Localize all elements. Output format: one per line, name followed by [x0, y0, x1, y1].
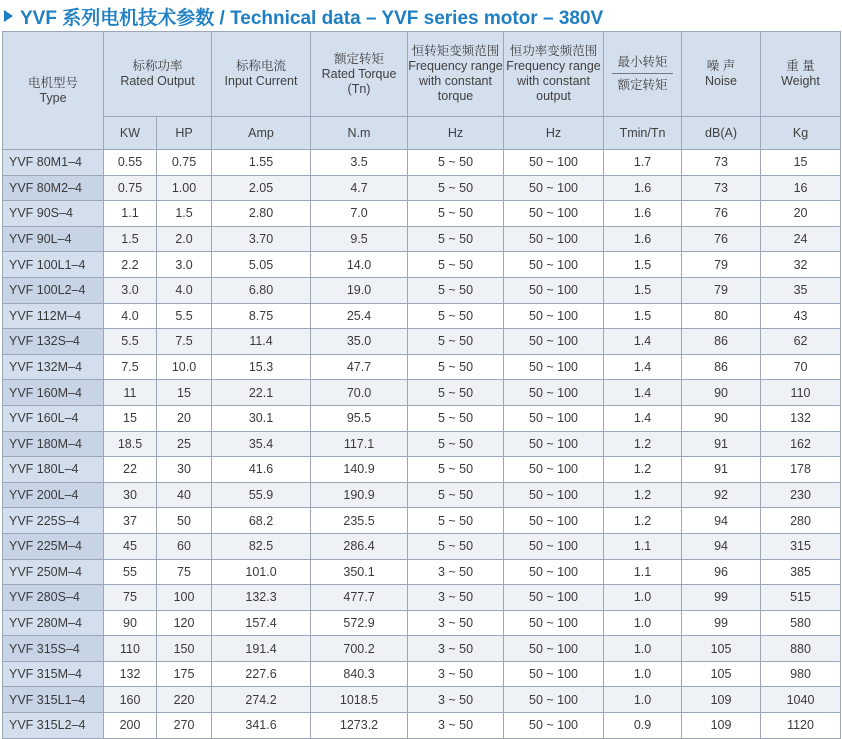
- cell-noise: 90: [682, 380, 761, 406]
- cell-type: YVF 315L1–4: [3, 687, 104, 713]
- cell-weight: 110: [761, 380, 841, 406]
- cell-current: 3.70: [212, 226, 311, 252]
- cell-torque: 9.5: [311, 226, 408, 252]
- cell-ratio: 1.0: [604, 687, 682, 713]
- cell-torque: 840.3: [311, 661, 408, 687]
- table-row: [3, 431, 841, 457]
- unit-db: dB(A): [682, 117, 761, 150]
- cell-ratio: 0.9: [604, 713, 682, 739]
- header-freq-constant-torque: 恒转矩变频范围 Frequency range with constant torque: [408, 32, 504, 117]
- cell-freq-torque: 5 ~ 50: [408, 431, 504, 457]
- cell-weight: 162: [761, 431, 841, 457]
- cell-kw: 132: [104, 661, 157, 687]
- cell-hp: 25: [157, 431, 212, 457]
- page-title-text: YVF 系列电机技术参数 / Technical data – YVF series motor – 380V: [20, 7, 604, 29]
- cell-ratio: 1.6: [604, 201, 682, 227]
- header-weight: 重 量 Weight: [761, 32, 841, 117]
- cell-current: 341.6: [212, 713, 311, 739]
- cell-freq-torque: 3 ~ 50: [408, 661, 504, 687]
- table-row: [3, 329, 841, 355]
- cell-hp: 15: [157, 380, 212, 406]
- table-row: [3, 636, 841, 662]
- unit-hz-output: Hz: [504, 117, 604, 150]
- cell-weight: 880: [761, 636, 841, 662]
- cell-current: 22.1: [212, 380, 311, 406]
- cell-hp: 7.5: [157, 329, 212, 355]
- cell-kw: 18.5: [104, 431, 157, 457]
- cell-ratio: 1.4: [604, 354, 682, 380]
- cell-freq-output: 50 ~ 100: [504, 226, 604, 252]
- unit-kw: KW: [104, 117, 157, 150]
- cell-torque: 95.5: [311, 405, 408, 431]
- cell-type: YVF 80M1–4: [3, 150, 104, 176]
- cell-noise: 79: [682, 252, 761, 278]
- cell-weight: 24: [761, 226, 841, 252]
- units-row: [3, 117, 841, 150]
- cell-noise: 86: [682, 354, 761, 380]
- cell-ratio: 1.1: [604, 533, 682, 559]
- cell-torque: 117.1: [311, 431, 408, 457]
- cell-ratio: 1.0: [604, 636, 682, 662]
- cell-type: YVF 315L2–4: [3, 713, 104, 739]
- cell-hp: 100: [157, 585, 212, 611]
- cell-weight: 16: [761, 175, 841, 201]
- cell-type: YVF 315S–4: [3, 636, 104, 662]
- cell-torque: 4.7: [311, 175, 408, 201]
- cell-noise: 105: [682, 636, 761, 662]
- cell-type: YVF 112M–4: [3, 303, 104, 329]
- cell-torque: 14.0: [311, 252, 408, 278]
- cell-hp: 4.0: [157, 277, 212, 303]
- table-row: [3, 201, 841, 227]
- cell-ratio: 1.5: [604, 277, 682, 303]
- cell-freq-torque: 5 ~ 50: [408, 380, 504, 406]
- cell-freq-output: 50 ~ 100: [504, 277, 604, 303]
- cell-current: 132.3: [212, 585, 311, 611]
- cell-freq-output: 50 ~ 100: [504, 150, 604, 176]
- cell-current: 101.0: [212, 559, 311, 585]
- cell-hp: 10.0: [157, 354, 212, 380]
- cell-current: 8.75: [212, 303, 311, 329]
- table-row: [3, 303, 841, 329]
- cell-freq-torque: 5 ~ 50: [408, 252, 504, 278]
- cell-freq-torque: 5 ~ 50: [408, 508, 504, 534]
- table-body: [3, 150, 841, 739]
- cell-torque: 350.1: [311, 559, 408, 585]
- cell-freq-output: 50 ~ 100: [504, 431, 604, 457]
- cell-type: YVF 160M–4: [3, 380, 104, 406]
- header-type: 电机型号 Type: [3, 32, 104, 150]
- table-row: [3, 226, 841, 252]
- cell-ratio: 1.0: [604, 661, 682, 687]
- header-input-current: 标称电流 Input Current: [212, 32, 311, 117]
- cell-freq-output: 50 ~ 100: [504, 354, 604, 380]
- cell-freq-torque: 5 ~ 50: [408, 482, 504, 508]
- cell-torque: 1273.2: [311, 713, 408, 739]
- cell-hp: 0.75: [157, 150, 212, 176]
- cell-type: YVF 225S–4: [3, 508, 104, 534]
- cell-weight: 580: [761, 610, 841, 636]
- cell-weight: 43: [761, 303, 841, 329]
- cell-torque: 286.4: [311, 533, 408, 559]
- cell-freq-output: 50 ~ 100: [504, 380, 604, 406]
- cell-kw: 200: [104, 713, 157, 739]
- cell-torque: 19.0: [311, 277, 408, 303]
- cell-weight: 178: [761, 457, 841, 483]
- triangle-bullet-icon: [4, 10, 13, 22]
- cell-freq-output: 50 ~ 100: [504, 687, 604, 713]
- cell-current: 227.6: [212, 661, 311, 687]
- cell-hp: 2.0: [157, 226, 212, 252]
- table-row: [3, 533, 841, 559]
- cell-hp: 50: [157, 508, 212, 534]
- cell-hp: 75: [157, 559, 212, 585]
- cell-freq-output: 50 ~ 100: [504, 457, 604, 483]
- table-row: [3, 457, 841, 483]
- cell-type: YVF 132M–4: [3, 354, 104, 380]
- cell-freq-output: 50 ~ 100: [504, 252, 604, 278]
- table-row: [3, 175, 841, 201]
- cell-ratio: 1.6: [604, 175, 682, 201]
- cell-ratio: 1.4: [604, 380, 682, 406]
- cell-current: 30.1: [212, 405, 311, 431]
- technical-data-table: [2, 31, 841, 739]
- cell-current: 5.05: [212, 252, 311, 278]
- cell-ratio: 1.4: [604, 405, 682, 431]
- cell-noise: 73: [682, 150, 761, 176]
- cell-weight: 280: [761, 508, 841, 534]
- header-noise: 噪 声 Noise: [682, 32, 761, 117]
- cell-weight: 62: [761, 329, 841, 355]
- cell-hp: 20: [157, 405, 212, 431]
- cell-freq-torque: 3 ~ 50: [408, 585, 504, 611]
- cell-current: 82.5: [212, 533, 311, 559]
- cell-freq-torque: 5 ~ 50: [408, 405, 504, 431]
- cell-weight: 1120: [761, 713, 841, 739]
- cell-current: 274.2: [212, 687, 311, 713]
- cell-current: 1.55: [212, 150, 311, 176]
- cell-freq-torque: 5 ~ 50: [408, 226, 504, 252]
- cell-ratio: 1.6: [604, 226, 682, 252]
- cell-noise: 91: [682, 431, 761, 457]
- cell-freq-output: 50 ~ 100: [504, 303, 604, 329]
- cell-current: 55.9: [212, 482, 311, 508]
- cell-freq-torque: 5 ~ 50: [408, 150, 504, 176]
- cell-noise: 86: [682, 329, 761, 355]
- unit-kg: Kg: [761, 117, 841, 150]
- cell-ratio: 1.7: [604, 150, 682, 176]
- cell-hp: 60: [157, 533, 212, 559]
- cell-torque: 70.0: [311, 380, 408, 406]
- cell-weight: 1040: [761, 687, 841, 713]
- cell-noise: 76: [682, 226, 761, 252]
- cell-weight: 32: [761, 252, 841, 278]
- cell-ratio: 1.1: [604, 559, 682, 585]
- unit-ratio: Tmin/Tn: [604, 117, 682, 150]
- cell-type: YVF 180L–4: [3, 457, 104, 483]
- cell-weight: 315: [761, 533, 841, 559]
- cell-kw: 37: [104, 508, 157, 534]
- unit-hp: HP: [157, 117, 212, 150]
- cell-hp: 3.0: [157, 252, 212, 278]
- cell-type: YVF 280M–4: [3, 610, 104, 636]
- cell-torque: 572.9: [311, 610, 408, 636]
- cell-torque: 7.0: [311, 201, 408, 227]
- cell-type: YVF 180M–4: [3, 431, 104, 457]
- cell-kw: 90: [104, 610, 157, 636]
- cell-torque: 235.5: [311, 508, 408, 534]
- cell-type: YVF 100L2–4: [3, 277, 104, 303]
- cell-kw: 75: [104, 585, 157, 611]
- cell-type: YVF 280S–4: [3, 585, 104, 611]
- cell-type: YVF 90L–4: [3, 226, 104, 252]
- cell-noise: 73: [682, 175, 761, 201]
- cell-noise: 96: [682, 559, 761, 585]
- cell-hp: 270: [157, 713, 212, 739]
- cell-freq-output: 50 ~ 100: [504, 636, 604, 662]
- cell-ratio: 1.0: [604, 610, 682, 636]
- cell-current: 157.4: [212, 610, 311, 636]
- cell-weight: 35: [761, 277, 841, 303]
- table-row: [3, 661, 841, 687]
- cell-freq-output: 50 ~ 100: [504, 175, 604, 201]
- cell-torque: 3.5: [311, 150, 408, 176]
- cell-weight: 385: [761, 559, 841, 585]
- cell-hp: 30: [157, 457, 212, 483]
- cell-noise: 94: [682, 508, 761, 534]
- cell-type: YVF 315M–4: [3, 661, 104, 687]
- unit-nm: N.m: [311, 117, 408, 150]
- cell-ratio: 1.4: [604, 329, 682, 355]
- cell-freq-torque: 5 ~ 50: [408, 329, 504, 355]
- header-torque-ratio: 最小转矩 额定转矩: [604, 32, 682, 117]
- cell-hp: 40: [157, 482, 212, 508]
- cell-kw: 45: [104, 533, 157, 559]
- cell-current: 15.3: [212, 354, 311, 380]
- cell-torque: 190.9: [311, 482, 408, 508]
- cell-current: 11.4: [212, 329, 311, 355]
- cell-type: YVF 90S–4: [3, 201, 104, 227]
- cell-type: YVF 100L1–4: [3, 252, 104, 278]
- cell-kw: 1.1: [104, 201, 157, 227]
- table-row: [3, 508, 841, 534]
- cell-current: 35.4: [212, 431, 311, 457]
- header-freq-constant-output: 恒功率变频范围 Frequency range with constant output: [504, 32, 604, 117]
- cell-torque: 1018.5: [311, 687, 408, 713]
- cell-noise: 79: [682, 277, 761, 303]
- table-row: [3, 585, 841, 611]
- table-row: [3, 150, 841, 176]
- cell-kw: 3.0: [104, 277, 157, 303]
- cell-freq-output: 50 ~ 100: [504, 405, 604, 431]
- cell-ratio: 1.2: [604, 482, 682, 508]
- cell-torque: 477.7: [311, 585, 408, 611]
- cell-noise: 99: [682, 585, 761, 611]
- cell-ratio: 1.2: [604, 457, 682, 483]
- cell-kw: 7.5: [104, 354, 157, 380]
- cell-hp: 175: [157, 661, 212, 687]
- cell-freq-torque: 5 ~ 50: [408, 175, 504, 201]
- cell-ratio: 1.5: [604, 252, 682, 278]
- cell-freq-torque: 5 ~ 50: [408, 354, 504, 380]
- cell-freq-torque: 3 ~ 50: [408, 610, 504, 636]
- cell-freq-output: 50 ~ 100: [504, 329, 604, 355]
- cell-current: 191.4: [212, 636, 311, 662]
- cell-hp: 150: [157, 636, 212, 662]
- cell-hp: 120: [157, 610, 212, 636]
- cell-freq-torque: 5 ~ 50: [408, 201, 504, 227]
- cell-freq-torque: 5 ~ 50: [408, 533, 504, 559]
- cell-noise: 109: [682, 713, 761, 739]
- cell-hp: 1.00: [157, 175, 212, 201]
- cell-current: 6.80: [212, 277, 311, 303]
- cell-freq-output: 50 ~ 100: [504, 482, 604, 508]
- cell-freq-output: 50 ~ 100: [504, 661, 604, 687]
- cell-freq-output: 50 ~ 100: [504, 559, 604, 585]
- table-row: [3, 405, 841, 431]
- cell-ratio: 1.5: [604, 303, 682, 329]
- cell-noise: 109: [682, 687, 761, 713]
- cell-hp: 220: [157, 687, 212, 713]
- cell-kw: 110: [104, 636, 157, 662]
- cell-type: YVF 200L–4: [3, 482, 104, 508]
- cell-kw: 11: [104, 380, 157, 406]
- cell-noise: 90: [682, 405, 761, 431]
- cell-torque: 35.0: [311, 329, 408, 355]
- unit-hz-torque: Hz: [408, 117, 504, 150]
- table-row: [3, 713, 841, 739]
- cell-current: 68.2: [212, 508, 311, 534]
- table-row: [3, 277, 841, 303]
- cell-freq-output: 50 ~ 100: [504, 585, 604, 611]
- cell-weight: 132: [761, 405, 841, 431]
- cell-kw: 0.75: [104, 175, 157, 201]
- cell-hp: 1.5: [157, 201, 212, 227]
- table-row: [3, 559, 841, 585]
- cell-weight: 230: [761, 482, 841, 508]
- header-rated-output: 标称功率 Rated Output: [104, 32, 212, 117]
- cell-noise: 91: [682, 457, 761, 483]
- cell-freq-output: 50 ~ 100: [504, 713, 604, 739]
- cell-kw: 160: [104, 687, 157, 713]
- page-title: [4, 2, 603, 30]
- cell-kw: 30: [104, 482, 157, 508]
- cell-weight: 515: [761, 585, 841, 611]
- cell-kw: 55: [104, 559, 157, 585]
- cell-hp: 5.5: [157, 303, 212, 329]
- cell-type: YVF 80M2–4: [3, 175, 104, 201]
- cell-current: 2.05: [212, 175, 311, 201]
- cell-kw: 4.0: [104, 303, 157, 329]
- cell-torque: 700.2: [311, 636, 408, 662]
- cell-type: YVF 250M–4: [3, 559, 104, 585]
- cell-freq-output: 50 ~ 100: [504, 508, 604, 534]
- cell-weight: 980: [761, 661, 841, 687]
- header-rated-torque: 额定转矩 Rated Torque (Tn): [311, 32, 408, 117]
- cell-torque: 47.7: [311, 354, 408, 380]
- table-row: [3, 482, 841, 508]
- cell-kw: 0.55: [104, 150, 157, 176]
- cell-type: YVF 132S–4: [3, 329, 104, 355]
- cell-freq-output: 50 ~ 100: [504, 201, 604, 227]
- table-row: [3, 380, 841, 406]
- cell-freq-torque: 5 ~ 50: [408, 277, 504, 303]
- cell-type: YVF 160L–4: [3, 405, 104, 431]
- unit-amp: Amp: [212, 117, 311, 150]
- cell-ratio: 1.2: [604, 431, 682, 457]
- cell-freq-torque: 3 ~ 50: [408, 636, 504, 662]
- cell-kw: 15: [104, 405, 157, 431]
- cell-ratio: 1.2: [604, 508, 682, 534]
- cell-torque: 140.9: [311, 457, 408, 483]
- cell-freq-torque: 3 ~ 50: [408, 559, 504, 585]
- cell-freq-torque: 3 ~ 50: [408, 687, 504, 713]
- cell-noise: 80: [682, 303, 761, 329]
- cell-weight: 20: [761, 201, 841, 227]
- cell-kw: 2.2: [104, 252, 157, 278]
- table-row: [3, 610, 841, 636]
- cell-noise: 105: [682, 661, 761, 687]
- cell-freq-torque: 5 ~ 50: [408, 303, 504, 329]
- cell-freq-output: 50 ~ 100: [504, 533, 604, 559]
- cell-weight: 15: [761, 150, 841, 176]
- cell-ratio: 1.0: [604, 585, 682, 611]
- table-row: [3, 354, 841, 380]
- cell-weight: 70: [761, 354, 841, 380]
- table-row: [3, 687, 841, 713]
- cell-torque: 25.4: [311, 303, 408, 329]
- cell-current: 2.80: [212, 201, 311, 227]
- table-row: [3, 252, 841, 278]
- cell-noise: 76: [682, 201, 761, 227]
- cell-kw: 22: [104, 457, 157, 483]
- cell-type: YVF 225M–4: [3, 533, 104, 559]
- cell-kw: 1.5: [104, 226, 157, 252]
- cell-noise: 94: [682, 533, 761, 559]
- cell-kw: 5.5: [104, 329, 157, 355]
- cell-noise: 92: [682, 482, 761, 508]
- cell-freq-torque: 3 ~ 50: [408, 713, 504, 739]
- cell-freq-torque: 5 ~ 50: [408, 457, 504, 483]
- cell-noise: 99: [682, 610, 761, 636]
- cell-current: 41.6: [212, 457, 311, 483]
- cell-freq-output: 50 ~ 100: [504, 610, 604, 636]
